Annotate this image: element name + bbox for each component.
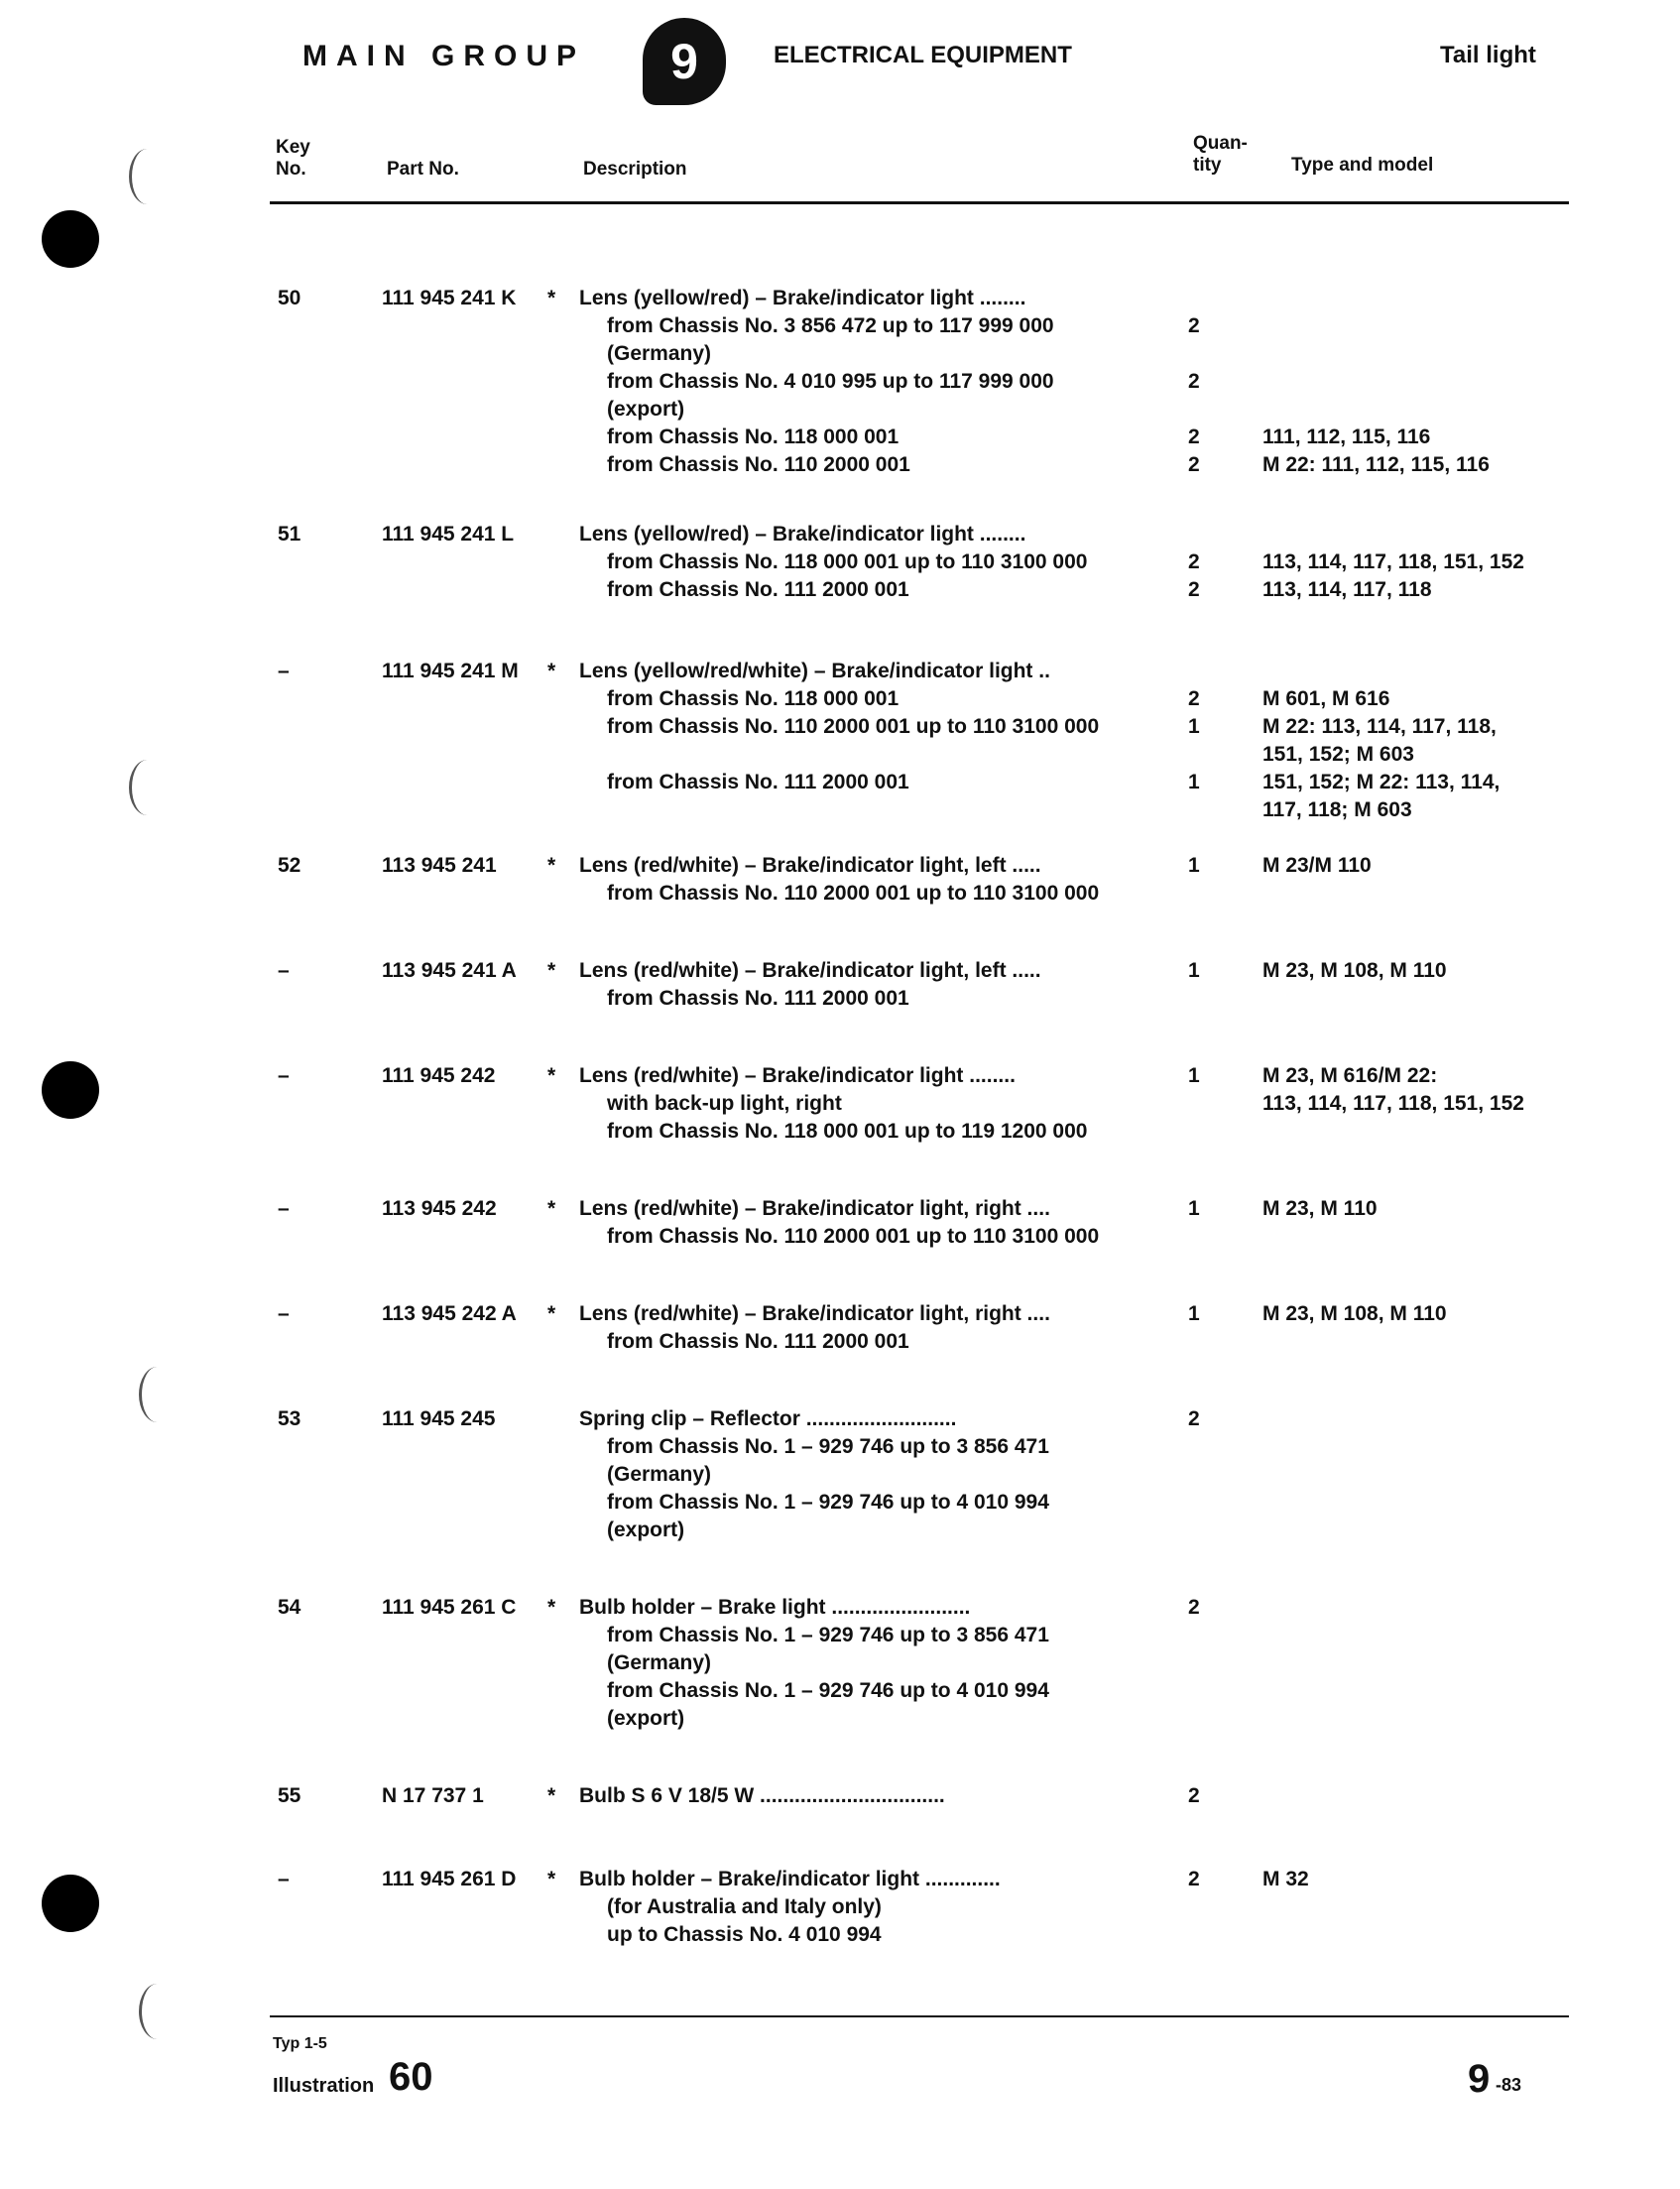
row-new-part-marker: * bbox=[547, 1197, 556, 1220]
row-key-number: 51 bbox=[278, 523, 301, 546]
row-quantity: 1 bbox=[1188, 854, 1200, 877]
row-new-part-marker: * bbox=[547, 1302, 556, 1325]
row-type-model: 113, 114, 117, 118, 151, 152 bbox=[1262, 550, 1524, 573]
row-key-number: 53 bbox=[278, 1407, 301, 1430]
row-type-model: M 601, M 616 bbox=[1262, 687, 1390, 710]
row-sub-description: (export) bbox=[607, 1707, 685, 1730]
row-part-number: 111 945 241 K bbox=[382, 287, 517, 309]
binder-hole bbox=[42, 210, 99, 268]
header-rule bbox=[270, 201, 1569, 204]
col-description-header: Description bbox=[583, 159, 687, 180]
row-description: Bulb S 6 V 18/5 W ................................ bbox=[579, 1784, 945, 1807]
row-key-number: – bbox=[278, 1302, 290, 1325]
row-quantity: 1 bbox=[1188, 1064, 1200, 1087]
row-quantity: 2 bbox=[1188, 1868, 1200, 1890]
illustration-number: 60 bbox=[389, 2055, 433, 2099]
row-new-part-marker: * bbox=[547, 959, 556, 982]
row-part-number: 111 945 242 bbox=[382, 1064, 496, 1087]
row-type-model: 117, 118; M 603 bbox=[1262, 798, 1412, 821]
row-new-part-marker: * bbox=[547, 1784, 556, 1807]
row-sub-description: from Chassis No. 118 000 001 up to 110 3100 000 bbox=[607, 550, 1088, 573]
row-sub-description: from Chassis No. 118 000 001 bbox=[607, 687, 900, 710]
row-key-number: – bbox=[278, 1868, 290, 1890]
row-description: Lens (yellow/red) – Brake/indicator light ........ bbox=[579, 523, 1026, 546]
row-part-number: 111 945 261 C bbox=[382, 1596, 517, 1619]
row-sub-description: from Chassis No. 111 2000 001 bbox=[607, 771, 909, 793]
row-key-number: – bbox=[278, 959, 290, 982]
row-description: Lens (red/white) – Brake/indicator light ........ bbox=[579, 1064, 1016, 1087]
row-description: Bulb holder – Brake/indicator light ............. bbox=[579, 1868, 1001, 1890]
subsection-title: Tail light bbox=[1440, 42, 1536, 68]
col-part-header: Part No. bbox=[387, 159, 459, 180]
row-sub-description: from Chassis No. 1 – 929 746 up to 3 856 471 bbox=[607, 1435, 1049, 1458]
main-group-label: MAIN GROUP bbox=[302, 40, 585, 72]
row-sub-description: (Germany) bbox=[607, 342, 712, 365]
row-part-number: 113 945 242 bbox=[382, 1197, 497, 1220]
row-quantity: 1 bbox=[1188, 715, 1200, 738]
row-new-part-marker: * bbox=[547, 1868, 556, 1890]
row-key-number: 55 bbox=[278, 1784, 301, 1807]
row-quantity: 2 bbox=[1188, 426, 1200, 448]
row-type-model: 113, 114, 117, 118, 151, 152 bbox=[1262, 1092, 1524, 1115]
row-sub-description: (export) bbox=[607, 398, 685, 421]
typ-label: Typ 1-5 bbox=[273, 2035, 327, 2052]
row-quantity: 2 bbox=[1188, 314, 1200, 337]
row-sub-description: (export) bbox=[607, 1519, 685, 1541]
footer-rule bbox=[270, 2015, 1569, 2017]
row-quantity: 2 bbox=[1188, 578, 1200, 601]
row-part-number: 111 945 245 bbox=[382, 1407, 496, 1430]
row-sub-description: from Chassis No. 118 000 001 bbox=[607, 426, 900, 448]
page-number-sub: -83 bbox=[1496, 2075, 1522, 2095]
row-description: Lens (yellow/red/white) – Brake/indicator light .. bbox=[579, 660, 1050, 682]
row-description: Lens (red/white) – Brake/indicator light, right .... bbox=[579, 1197, 1050, 1220]
row-type-model: M 23, M 108, M 110 bbox=[1262, 1302, 1447, 1325]
row-type-model: M 23, M 110 bbox=[1262, 1197, 1378, 1220]
group-number-badge: 9 bbox=[643, 18, 726, 105]
row-sub-description: with back-up light, right bbox=[607, 1092, 842, 1115]
row-sub-description: from Chassis No. 1 – 929 746 up to 3 856 471 bbox=[607, 1624, 1049, 1646]
row-new-part-marker: * bbox=[547, 660, 556, 682]
row-quantity: 2 bbox=[1188, 1596, 1200, 1619]
row-quantity: 2 bbox=[1188, 1407, 1200, 1430]
row-sub-description: from Chassis No. 111 2000 001 bbox=[607, 1330, 909, 1353]
row-new-part-marker: * bbox=[547, 287, 556, 309]
row-sub-description: from Chassis No. 3 856 472 up to 117 999 000 bbox=[607, 314, 1054, 337]
row-key-number: – bbox=[278, 1064, 290, 1087]
row-key-number: – bbox=[278, 1197, 290, 1220]
row-type-model: M 23, M 108, M 110 bbox=[1262, 959, 1447, 982]
row-sub-description: from Chassis No. 111 2000 001 bbox=[607, 578, 909, 601]
row-key-number: – bbox=[278, 660, 290, 682]
row-sub-description: from Chassis No. 118 000 001 up to 119 1200 000 bbox=[607, 1120, 1088, 1143]
row-sub-description: from Chassis No. 110 2000 001 bbox=[607, 453, 910, 476]
row-description: Lens (red/white) – Brake/indicator light, right .... bbox=[579, 1302, 1050, 1325]
row-sub-description: from Chassis No. 110 2000 001 up to 110 3100 000 bbox=[607, 882, 1100, 905]
row-sub-description: from Chassis No. 110 2000 001 up to 110 3100 000 bbox=[607, 1225, 1100, 1248]
row-quantity: 1 bbox=[1188, 1197, 1200, 1220]
page-number: 9 bbox=[1468, 2057, 1491, 2101]
illustration-label: Illustration bbox=[273, 2075, 375, 2097]
row-part-number: N 17 737 1 bbox=[382, 1784, 484, 1807]
binder-hole bbox=[42, 1875, 99, 1932]
row-type-model: 151, 152; M 603 bbox=[1262, 743, 1414, 766]
row-type-model: 151, 152; M 22: 113, 114, bbox=[1262, 771, 1500, 793]
col-quantity-header: Quan- tity bbox=[1193, 133, 1248, 176]
scan-mark bbox=[129, 149, 166, 204]
row-quantity: 1 bbox=[1188, 959, 1200, 982]
binder-hole bbox=[42, 1061, 99, 1119]
row-sub-description: from Chassis No. 1 – 929 746 up to 4 010 994 bbox=[607, 1491, 1049, 1514]
row-sub-description: from Chassis No. 1 – 929 746 up to 4 010 994 bbox=[607, 1679, 1049, 1702]
row-type-model: M 32 bbox=[1262, 1868, 1309, 1890]
row-quantity: 2 bbox=[1188, 453, 1200, 476]
row-key-number: 50 bbox=[278, 287, 301, 309]
row-sub-description: up to Chassis No. 4 010 994 bbox=[607, 1923, 882, 1946]
row-description: Lens (red/white) – Brake/indicator light, left ..... bbox=[579, 854, 1041, 877]
row-sub-description: from Chassis No. 111 2000 001 bbox=[607, 987, 909, 1010]
row-sub-description: (Germany) bbox=[607, 1651, 712, 1674]
row-key-number: 54 bbox=[278, 1596, 301, 1619]
row-type-model: M 23, M 616/M 22: bbox=[1262, 1064, 1438, 1087]
row-description: Lens (yellow/red) – Brake/indicator light ........ bbox=[579, 287, 1026, 309]
scan-mark bbox=[139, 1984, 176, 2039]
row-quantity: 2 bbox=[1188, 550, 1200, 573]
row-sub-description: from Chassis No. 110 2000 001 up to 110 3100 000 bbox=[607, 715, 1100, 738]
row-part-number: 113 945 242 A bbox=[382, 1302, 517, 1325]
row-part-number: 111 945 241 M bbox=[382, 660, 519, 682]
row-type-model: 111, 112, 115, 116 bbox=[1262, 426, 1431, 448]
row-description: Bulb holder – Brake light ........................ bbox=[579, 1596, 971, 1619]
row-key-number: 52 bbox=[278, 854, 301, 877]
row-quantity: 1 bbox=[1188, 771, 1200, 793]
row-part-number: 111 945 241 L bbox=[382, 523, 515, 546]
row-sub-description: from Chassis No. 4 010 995 up to 117 999 000 bbox=[607, 370, 1054, 393]
row-part-number: 113 945 241 bbox=[382, 854, 497, 877]
row-part-number: 111 945 261 D bbox=[382, 1868, 517, 1890]
col-key-header: Key No. bbox=[276, 137, 310, 180]
row-quantity: 1 bbox=[1188, 1302, 1200, 1325]
row-type-model: M 23/M 110 bbox=[1262, 854, 1372, 877]
row-new-part-marker: * bbox=[547, 1596, 556, 1619]
row-type-model: 113, 114, 117, 118 bbox=[1262, 578, 1432, 601]
scan-mark bbox=[129, 760, 166, 815]
row-description: Spring clip – Reflector .......................... bbox=[579, 1407, 957, 1430]
row-sub-description: (for Australia and Italy only) bbox=[607, 1895, 882, 1918]
col-type-header: Type and model bbox=[1291, 155, 1434, 176]
scan-mark bbox=[139, 1367, 176, 1422]
row-type-model: M 22: 111, 112, 115, 116 bbox=[1262, 453, 1490, 476]
row-sub-description: (Germany) bbox=[607, 1463, 712, 1486]
row-type-model: M 22: 113, 114, 117, 118, bbox=[1262, 715, 1497, 738]
row-description: Lens (red/white) – Brake/indicator light, left ..... bbox=[579, 959, 1041, 982]
row-quantity: 2 bbox=[1188, 1784, 1200, 1807]
row-new-part-marker: * bbox=[547, 854, 556, 877]
row-part-number: 113 945 241 A bbox=[382, 959, 517, 982]
row-quantity: 2 bbox=[1188, 370, 1200, 393]
section-title: ELECTRICAL EQUIPMENT bbox=[774, 42, 1072, 68]
row-quantity: 2 bbox=[1188, 687, 1200, 710]
row-new-part-marker: * bbox=[547, 1064, 556, 1087]
